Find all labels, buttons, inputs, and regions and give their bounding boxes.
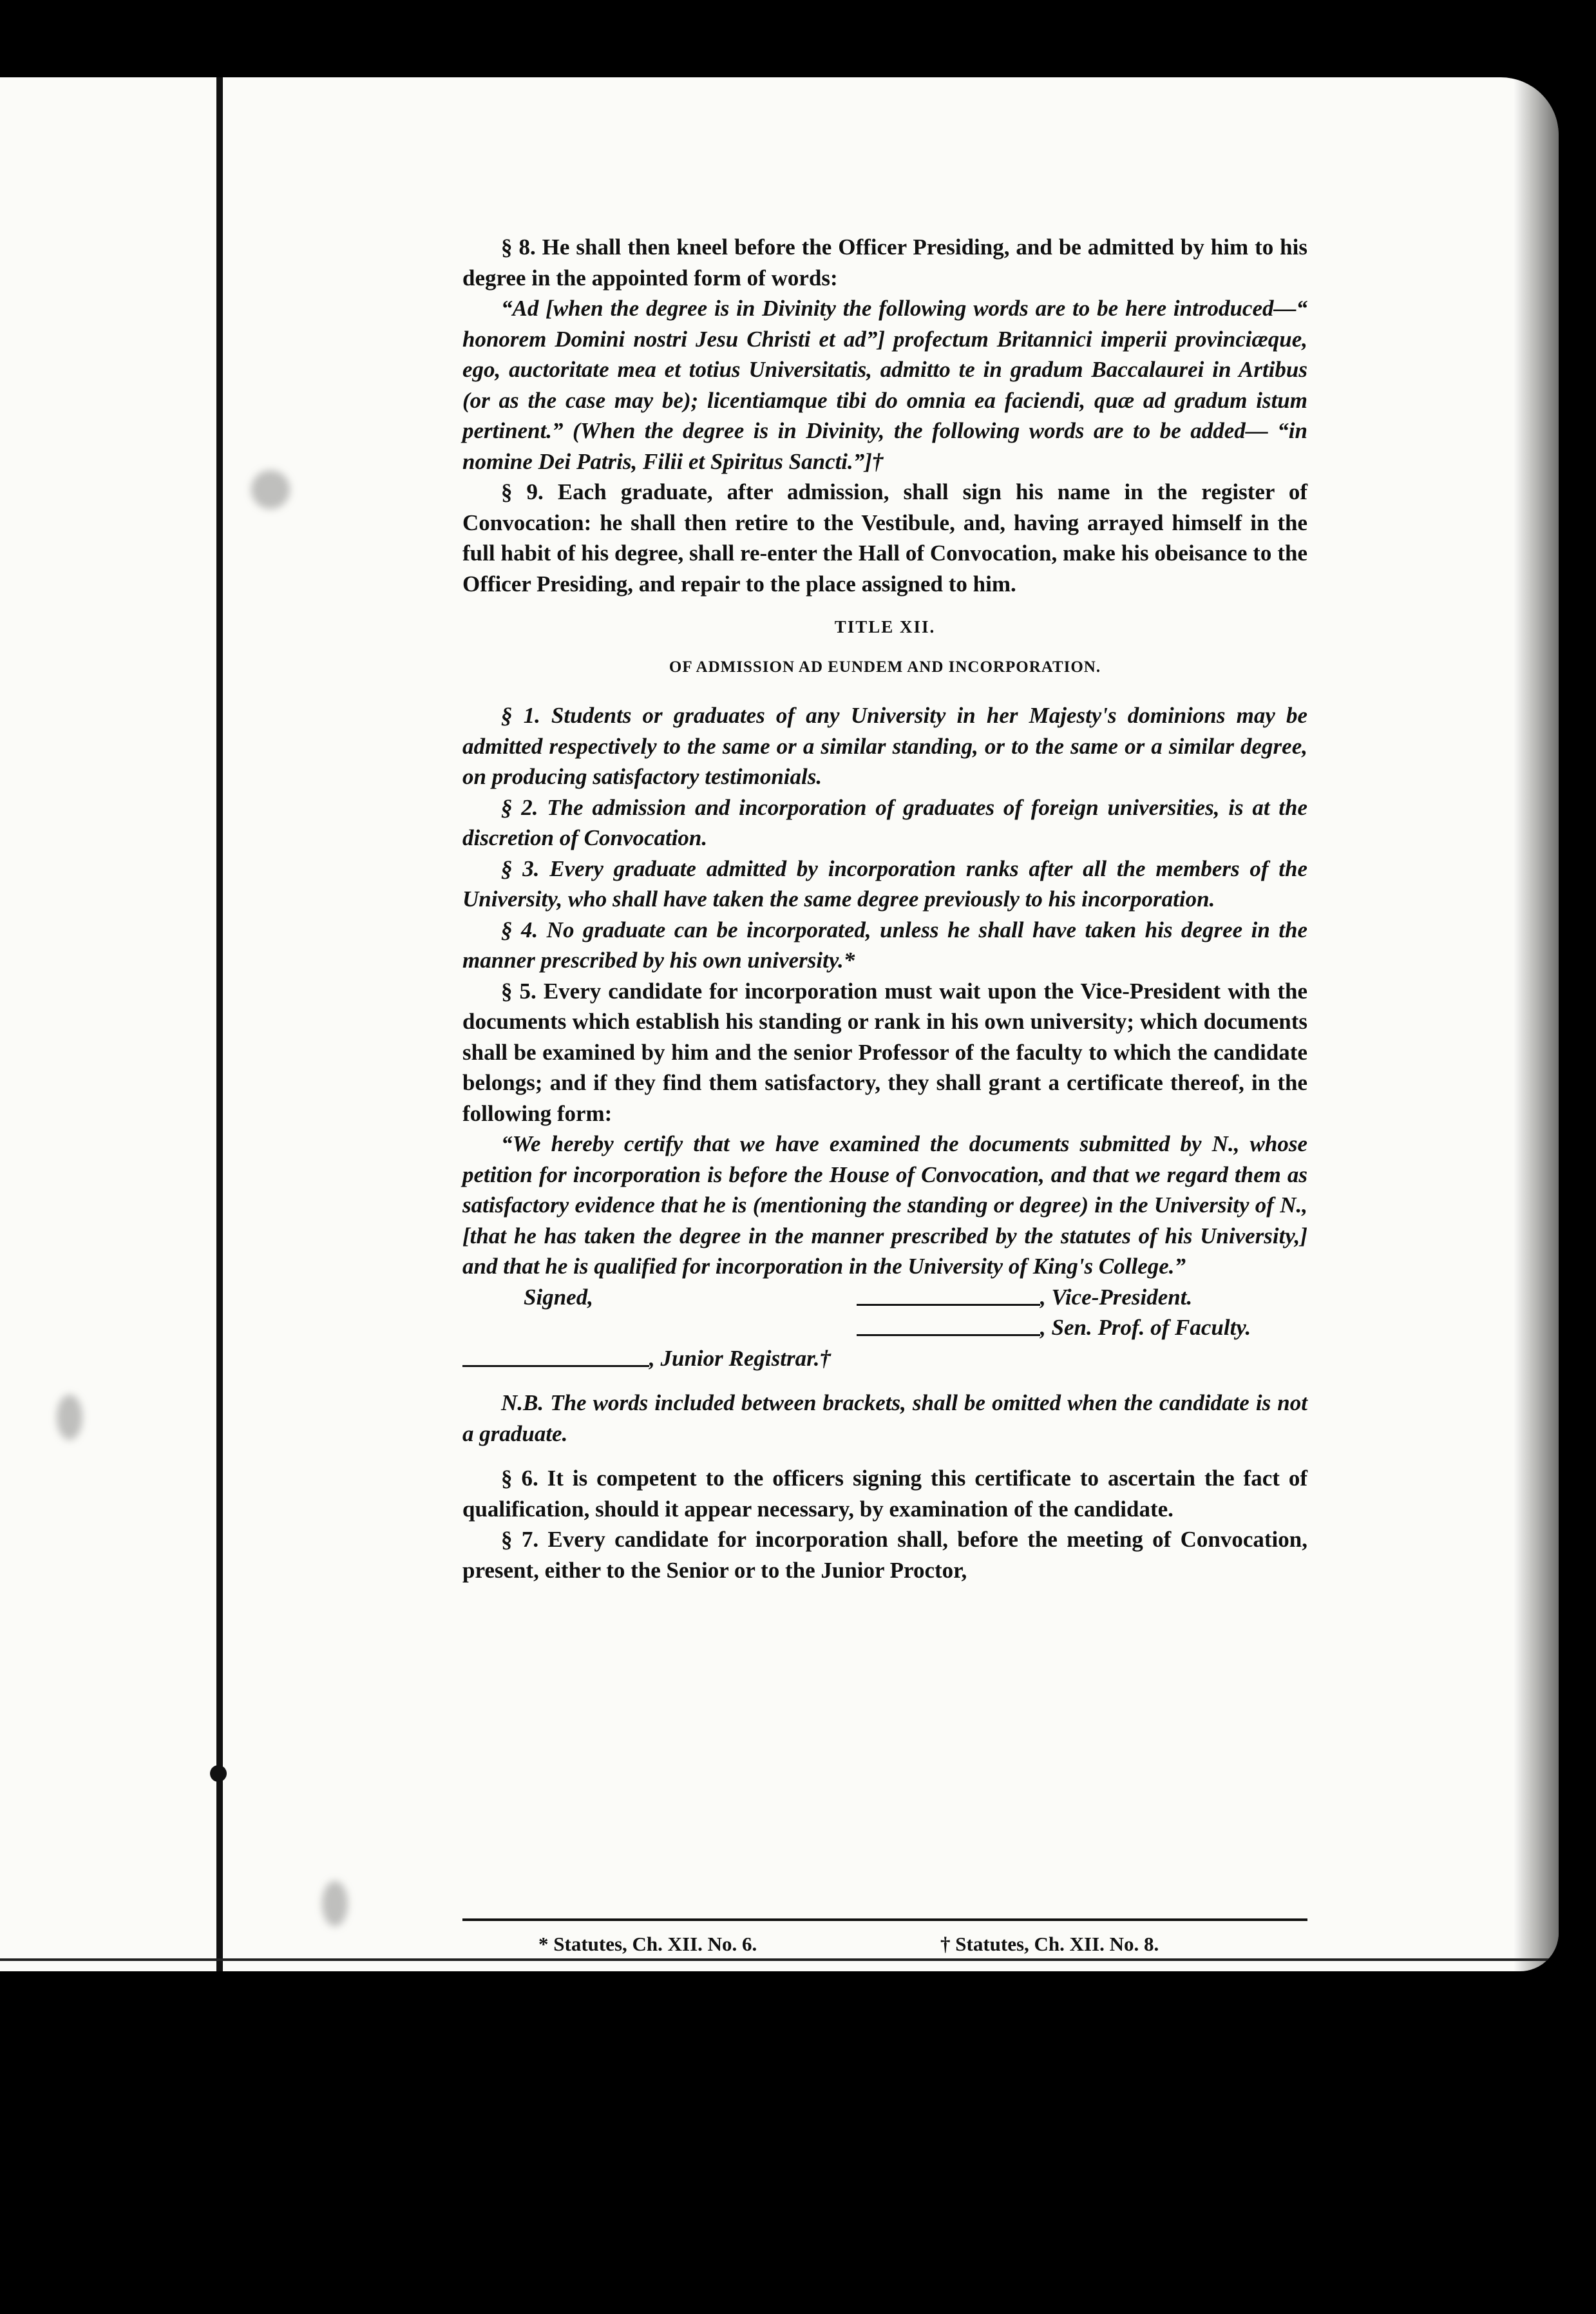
scan-bottom-border (0, 1971, 1596, 2314)
binding-knot (210, 1765, 227, 1782)
section-7: § 7. Every candidate for incorporation shall, before the meeting of Convocation, present, either to the Senior or to the Junior Proctor, (462, 1527, 1307, 1583)
signature-row-sen-prof (462, 1312, 1307, 1343)
signature-line (857, 1304, 1040, 1306)
signature-line (462, 1365, 649, 1367)
section-4: § 4. No graduate can be incorporated, unless he shall have taken his degree in the manner prescribed by his own university.* (462, 917, 1307, 973)
footnote-1: * Statutes, Ch. XII. No. 6. (538, 1933, 757, 1955)
footnote-2: † Statutes, Ch. XII. No. 8. (940, 1933, 1159, 1955)
signature-line (857, 1334, 1040, 1336)
page-edge-shadow (1514, 77, 1559, 1971)
signature-row-vice-president (462, 1282, 1307, 1313)
title-heading: TITLE XII. (834, 617, 936, 636)
certificate-form: “We hereby certify that we have examined the documents submitted by N., whose petition for incorporation is before the House of Convocation, and that we regard them as satisfactory evidence that he is (mentioning the standing or degree) in the University of N., [that he has taken the degree in the manner prescribed by the statutes of his University,] and that he is qualified for incorporation in the University of King's College.” (462, 1131, 1307, 1279)
nb-note: N.B. The words included between brackets, shall be omitted when the candidate is not a graduate. (462, 1390, 1307, 1446)
section-6: § 6. It is competent to the officers signing this certificate to ascertain the fact of qualification, should it appear necessary, by examination of the candidate. (462, 1466, 1307, 1522)
section-3: § 3. Every graduate admitted by incorporation ranks after all the members of the University, who shall have taken the same degree previously to his incorporation. (462, 856, 1307, 912)
vice-president-label: , Vice-President. (1040, 1284, 1193, 1310)
section-5: § 5. Every candidate for incorporation must wait upon the Vice-President with the documents which establish his standing or rank in his own university; which documents shall be examined by him and the senior Professor of the faculty to which the candidate belongs; and if they find them satisfactory, they shall grant a certificate thereof, in the following form: (462, 978, 1307, 1126)
document-body (462, 232, 1307, 1585)
ink-smudge (251, 470, 290, 509)
latin-formula: “Ad [when the degree is in Divinity the following words are to be here introduced—“ honorem Domini nostri Jesu Christi et ad”] profectum Britannici imperii provinciæque, ego, auctoritate mea et totius Universitatis, admitto te in gradum Baccalaurei in Artibus (or as the case may be); licentiamque tibi do omnia ea faciendi, quæ ad gradum istum pertinent.” (When the degree is in Divinity, the following words are to be added— “in nomine Dei Patris, Filii et Spiritus Sancti.”]† (462, 296, 1307, 474)
section-8-intro: § 8. He shall then kneel before the Officer Presiding, and be admitted by him to his degree in the appointed form of words: (462, 234, 1307, 291)
binding-rule (216, 77, 223, 1971)
title-subheading: OF ADMISSION AD EUNDEM AND INCORPORATION. (669, 658, 1101, 676)
footnote-divider (462, 1918, 1307, 1921)
section-9: § 9. Each graduate, after admission, shall sign his name in the register of Convocation: he shall then retire to the Vestibule, and, having arrayed himself in the full habit of his degree, shall re-enter the Hall of Convocation, make his obeisance to the Officer Presiding, and repair to the place assigned to him. (462, 479, 1307, 597)
junior-registrar-label: , Junior Registrar.† (649, 1345, 831, 1371)
ink-smudge (322, 1881, 348, 1926)
sen-prof-label: , Sen. Prof. of Faculty. (1040, 1315, 1251, 1340)
signed-label: Signed, (524, 1284, 593, 1310)
footnotes (462, 1933, 1307, 1965)
ink-smudge (57, 1395, 82, 1440)
scan-top-border (0, 0, 1596, 90)
section-2: § 2. The admission and incorporation of graduates of foreign universities, is at the discretion of Convocation. (462, 794, 1307, 850)
section-1: § 1. Students or graduates of any University in her Majesty's dominions may be admitted respectively to the same or a similar standing, or to the same or a similar degree, on producing satisfactory testimonials. (462, 703, 1307, 789)
signature-row-registrar (462, 1343, 1307, 1374)
